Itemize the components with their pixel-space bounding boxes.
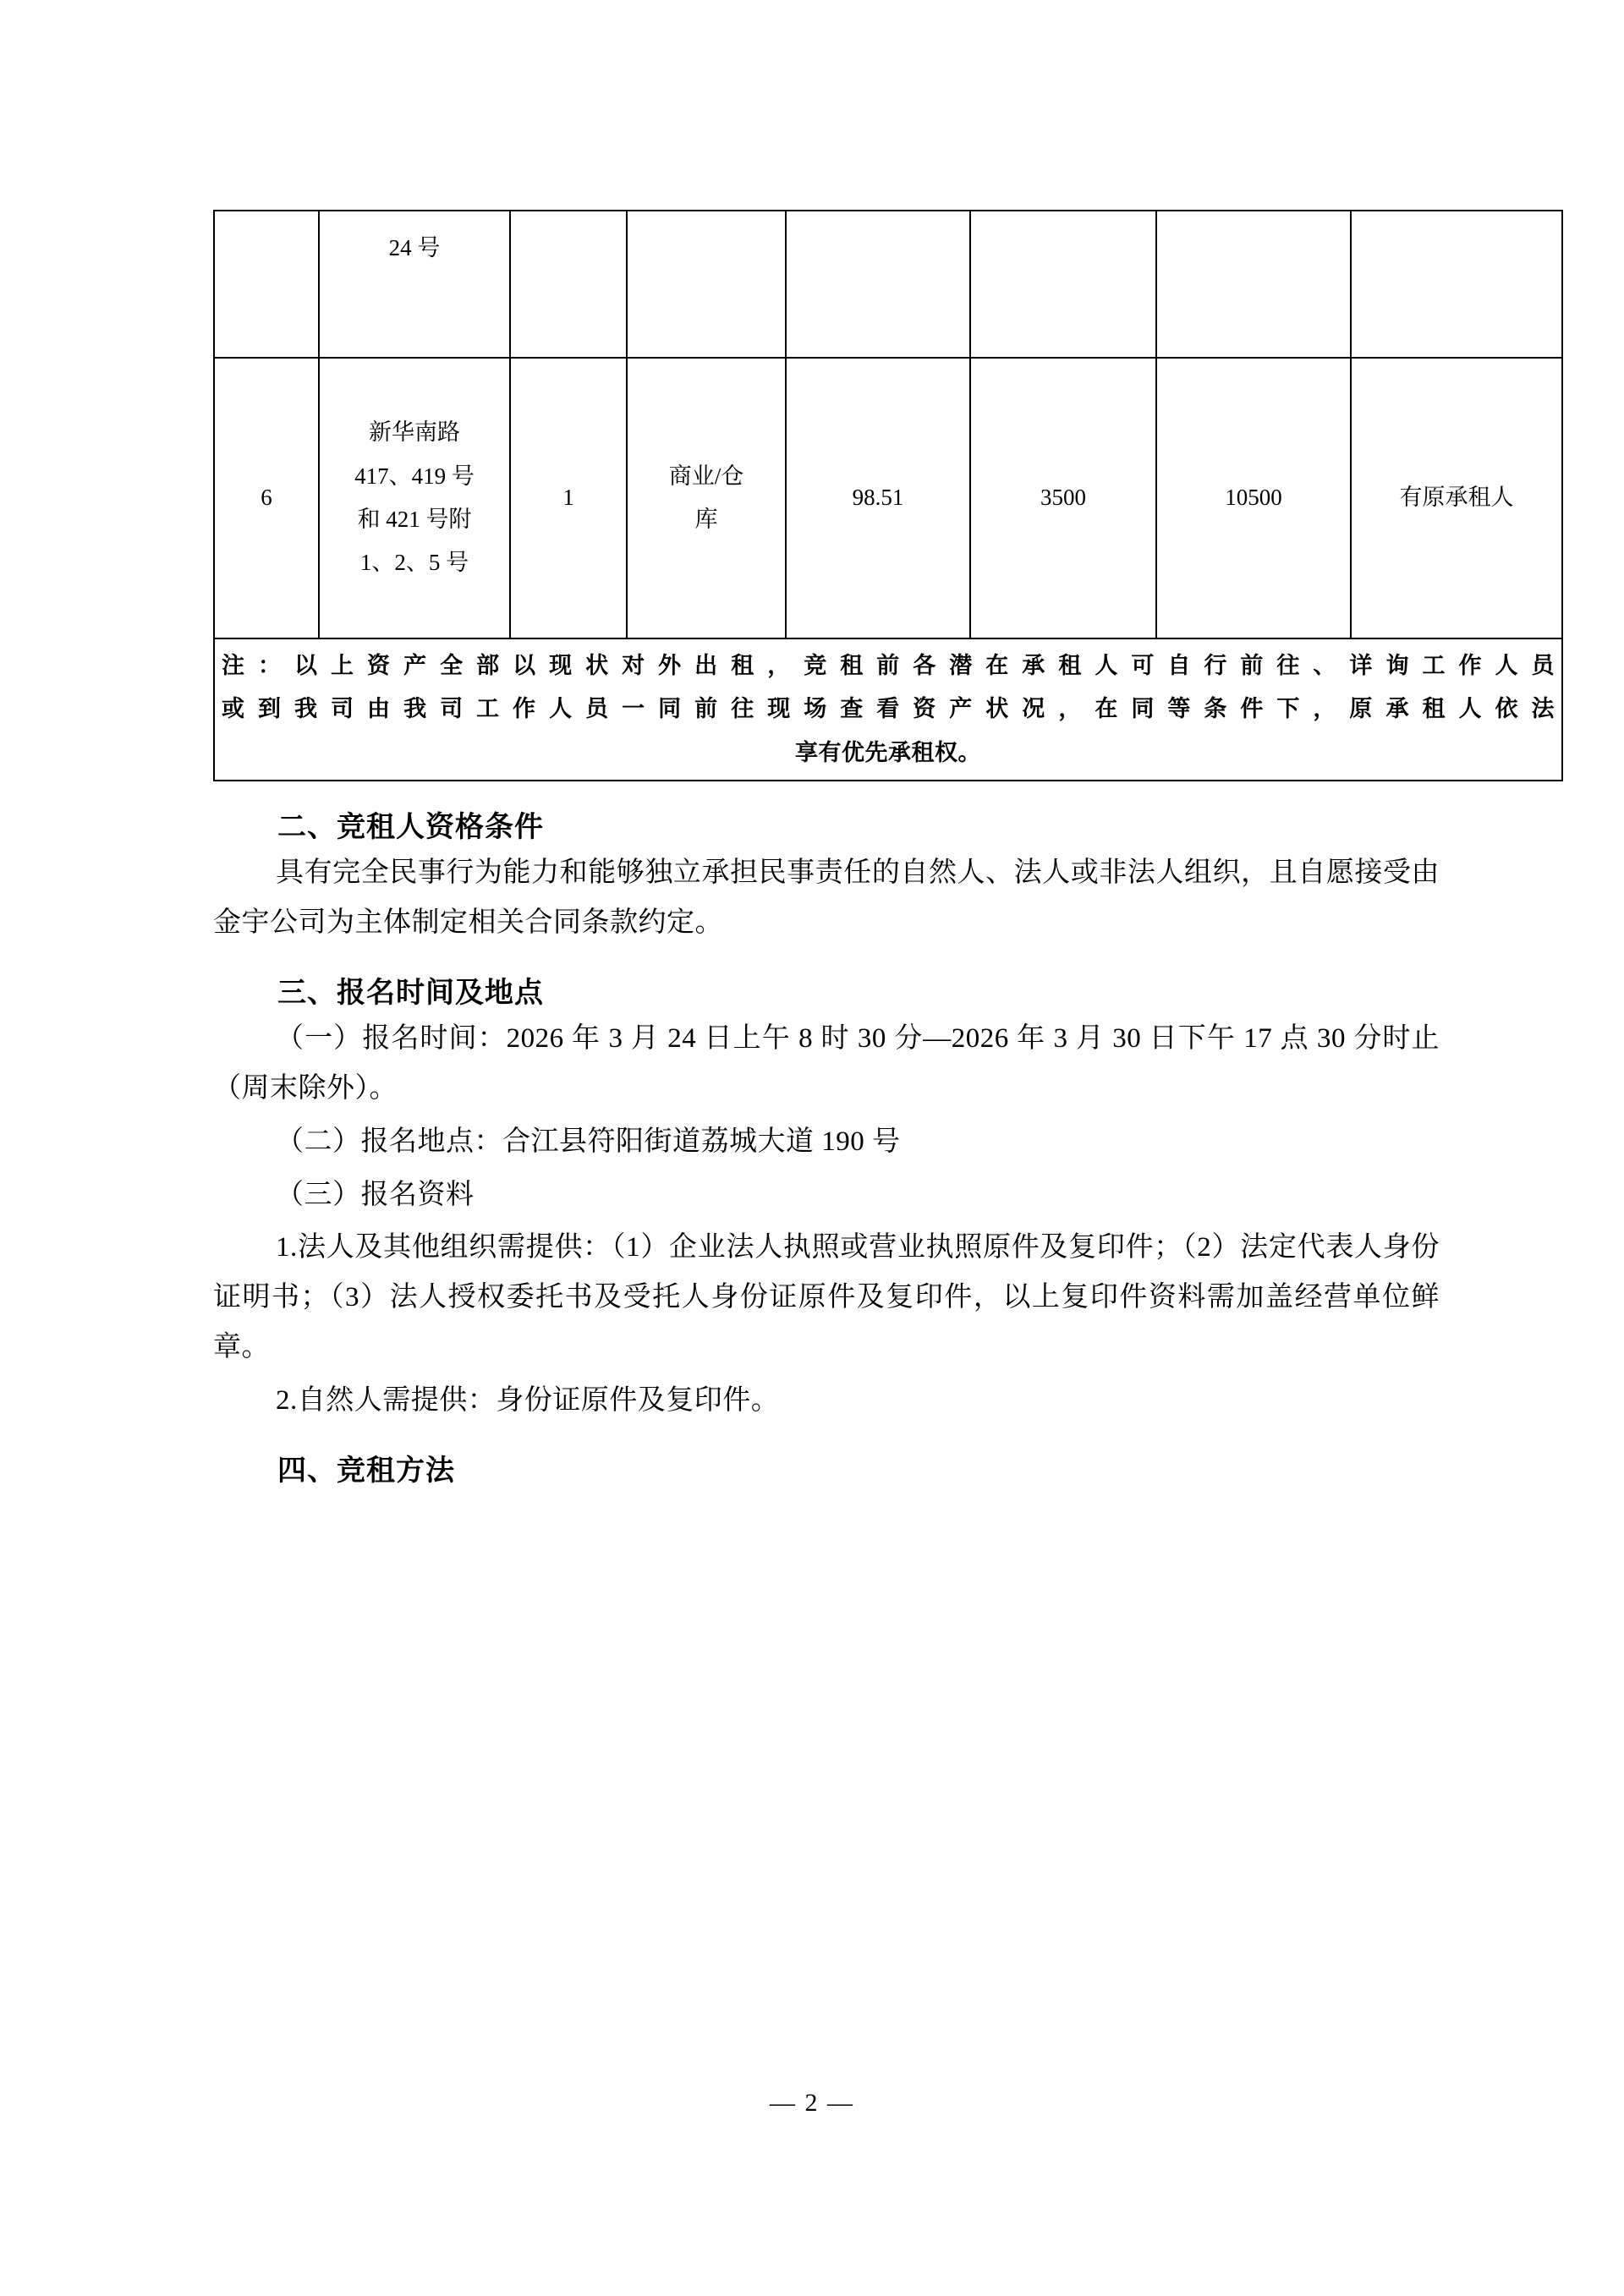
cell-use bbox=[627, 211, 786, 358]
paragraph-registration-materials-heading: （三）报名资料 bbox=[276, 1179, 475, 1210]
table-note bbox=[214, 638, 1562, 781]
table-row bbox=[214, 211, 1562, 358]
cell-address bbox=[319, 358, 510, 638]
cell-count: 1 bbox=[510, 358, 627, 638]
address-line: 和 421 号附 bbox=[357, 507, 472, 532]
cell-use bbox=[627, 358, 786, 638]
page-number: — 2 — bbox=[770, 2089, 854, 2117]
address-line: 1、2、5 号 bbox=[359, 550, 469, 576]
use-line: 商业/仓 bbox=[668, 463, 744, 489]
cell-price bbox=[970, 211, 1156, 358]
asset-table bbox=[213, 210, 1563, 781]
cell-total: 10500 bbox=[1156, 358, 1351, 638]
cell-no: 6 bbox=[214, 358, 319, 638]
page-content bbox=[213, 210, 1555, 1492]
section-heading-qualification: 二、竞租人资格条件 bbox=[277, 810, 544, 843]
paragraph-registration-time: （一）报名时间：2026 年 3 月 24 日上午 8 时 30 分—2026 年 3 月 30 日下午 17 点 30 分时止（周末除外）。 bbox=[213, 1023, 1440, 1104]
cell-area: 98.51 bbox=[786, 358, 970, 638]
address-line: 417、419 号 bbox=[354, 463, 475, 489]
paragraph-materials-natural-person: 2.自然人需提供：身份证原件及复印件。 bbox=[276, 1384, 780, 1416]
paragraph-qualification: 具有完全民事行为能力和能够独立承担民事责任的自然人、法人或非法人组织，且自愿接受由金宇公司为主体制定相关合同条款约定。 bbox=[213, 857, 1440, 938]
note-line: 注：以上资产全部以现状对外出租，竞租前各潜在承租人可自行前往、详询工作人员 bbox=[222, 653, 1555, 678]
cell-total bbox=[1156, 211, 1351, 358]
cell-address: 24 号 bbox=[319, 211, 510, 358]
cell-no bbox=[214, 211, 319, 358]
note-line: 或到我司由我司工作人员一同前往现场查看资产状况，在同等条件下，原承租人依法 bbox=[222, 696, 1555, 722]
cell-count bbox=[510, 211, 627, 358]
section-heading-bidding-method: 四、竞租方法 bbox=[277, 1455, 455, 1488]
cell-remark: 有原承租人 bbox=[1351, 358, 1562, 638]
cell-price: 3500 bbox=[970, 358, 1156, 638]
cell-area bbox=[786, 211, 970, 358]
note-line: 享有优先承租权。 bbox=[795, 739, 981, 765]
section-heading-registration: 三、报名时间及地点 bbox=[277, 977, 544, 1010]
cell-remark bbox=[1351, 211, 1562, 358]
table-note-row bbox=[214, 638, 1562, 781]
table-row bbox=[214, 358, 1562, 638]
address-line: 新华南路 bbox=[369, 419, 460, 446]
use-line: 库 bbox=[694, 507, 718, 532]
paragraph-materials-legal-person: 1.法人及其他组织需提供：（1）企业法人执照或营业执照原件及复印件；（2）法定代表人身份证明书；（3）法人授权委托书及受托人身份证原件及复印件，以上复印件资料需加盖经营单位鲜章。 bbox=[213, 1232, 1440, 1362]
paragraph-registration-place: （二）报名地点：合江县符阳街道荔城大道 190 号 bbox=[276, 1126, 901, 1157]
